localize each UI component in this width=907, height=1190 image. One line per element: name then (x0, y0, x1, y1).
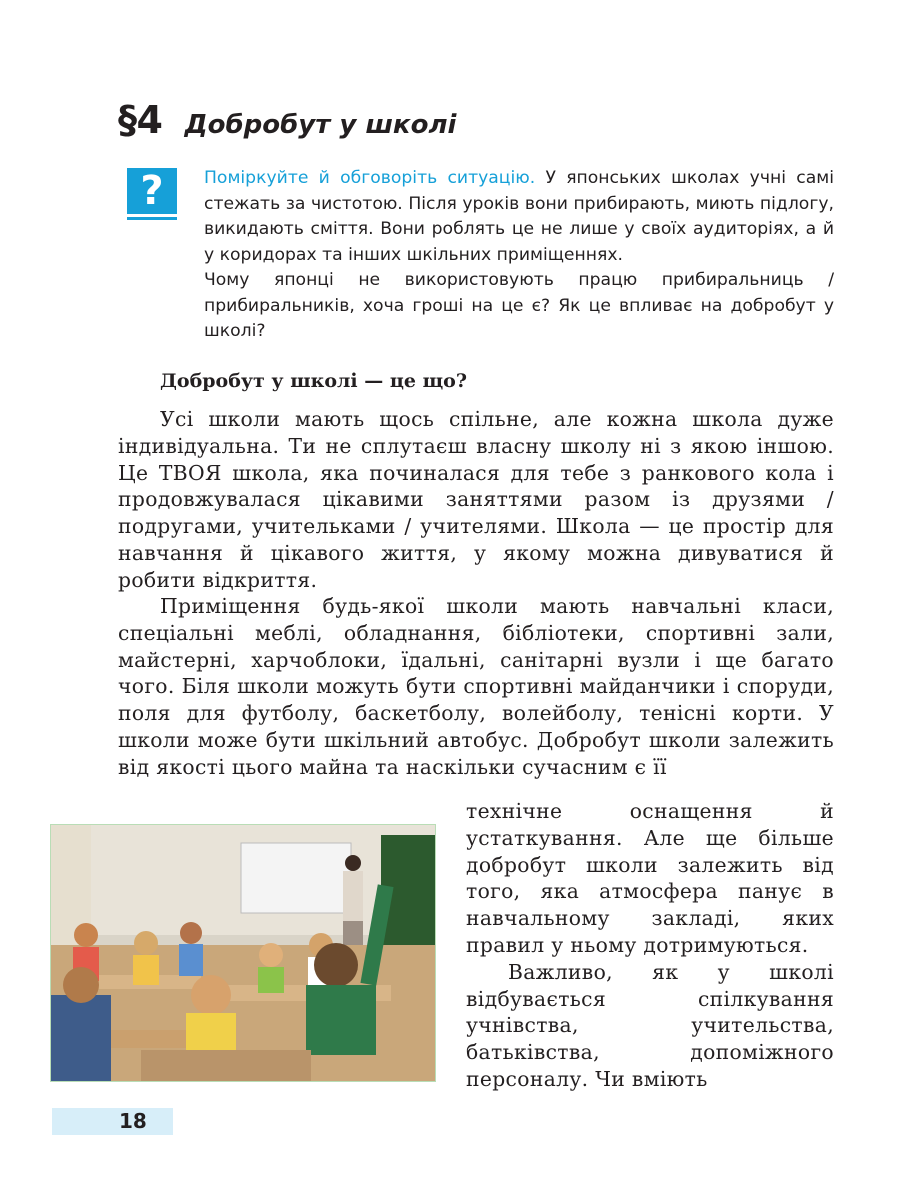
classroom-photo (50, 824, 436, 1082)
page-number-bar (52, 1108, 173, 1135)
question-icon: ? (127, 168, 177, 214)
task-question: Чому японці не використовують працю прибиральниць / прибиральників, хоча гроші на це є? Як це впливає на добробут у школі? (204, 270, 834, 341)
task-paragraph-1 (204, 166, 834, 268)
subheading: Добробут у школі — це що? (160, 370, 467, 392)
discussion-task (204, 166, 834, 345)
paragraph-number: §4 (118, 98, 163, 142)
paragraph-2-continued: технічне оснащення й устаткування. Але ще більше добробут школи залежить від того, яка атмосфера панує в навчальному закладі, яких правил у ньому дотримуються. (466, 799, 834, 957)
paragraph-2: Приміщення будь-якої школи мають навчальні класи, спеціальні меблі, обладнання, бібліотеки, спортивні зали, майстерні, харчоблоки, їдальні, санітарні вузли і ще багато чого. Біля школи можуть бути спортивні майданчики і споруди, поля для футболу, баскетболу, волейболу, тенісні корти. У школи може бути шкільний автобус. Добробут школи залежить від якості цього майна та наскільки сучасним є її (118, 594, 834, 779)
paragraph-3: Важливо, як у школі відбувається спілкування учнівства, учительства, батьківства, допоміжного персоналу. Чи вміють (466, 959, 834, 1091)
section-heading (118, 98, 456, 148)
task-lead: Поміркуйте й обговоріть ситуацію. (204, 168, 536, 188)
body-text-1 (118, 406, 834, 594)
body-text-2 (118, 593, 834, 781)
section-title: Добробут у школі (184, 110, 457, 140)
task-text: У японських школах учні самі стежать за чистотою. Після уроків вони прибирають, миють підлогу, викидають сміття. Вони роблять це не лише у своїх аудиторіях, а й у коридорах та інших шкільних приміщеннях. (204, 168, 834, 265)
paragraph-1: Усі школи мають щось спільне, але кожна школа дуже індивідуальна. Ти не сплутаєш власну школу ні з якою іншою. Це ТВОЯ школа, яка починалася для тебе з ранкового кола і продовжувалася цікавими заняттями разом із друзями / подругами, учительками / учителями. Школа — це простір для навчання й цікавого життя, у якому можна дивуватися й робити відкриття. (118, 407, 834, 592)
page-number: 18 (119, 1109, 147, 1133)
body-text-3 (466, 798, 834, 1093)
